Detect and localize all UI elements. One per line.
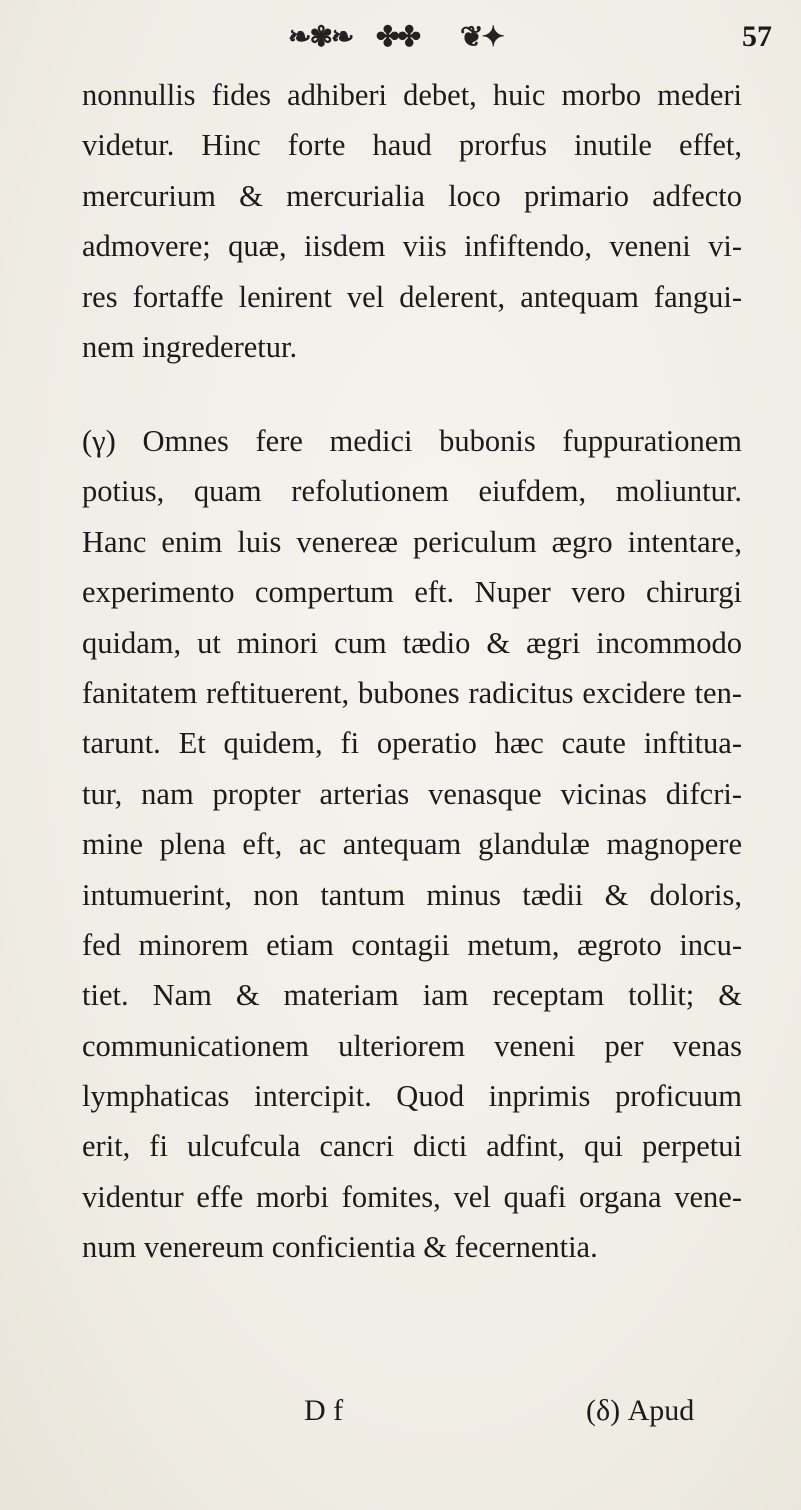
text-line: nonnullis fides adhiberi debet, huic morbo mederi: [82, 78, 742, 112]
text-line: mercurium & mercurialia loco primario adfecto: [82, 178, 742, 213]
catchword: (δ) Apud: [586, 1394, 695, 1427]
text-line: tarunt. Et quidem, fi operatio hæc caute inftitua-: [82, 726, 742, 761]
header-ornament-right: ❦✦: [460, 22, 503, 53]
text-line: tiet. Nam & materiam iam receptam tollit; &: [82, 978, 742, 1013]
text-line: Hanc enim luis venereæ periculum ægro intentare,: [82, 524, 742, 559]
text-line: communicationem ulteriorem veneni per venas: [82, 1028, 742, 1063]
text-line: admovere; quæ, iisdem viis infiftendo, veneni vi-: [82, 229, 742, 264]
text-line: lymphaticas intercipit. Quod inprimis proficuum: [82, 1079, 742, 1114]
text-line: mine plena eft, ac antequam glandulæ magnopere: [82, 827, 742, 862]
header-ornament-left: ❧✾❧: [288, 22, 353, 53]
text-line: res fortaffe lenirent vel delerent, antequam fangui-: [82, 279, 742, 314]
signature-mark: D f: [304, 1394, 344, 1427]
page-number: 57: [742, 20, 772, 53]
text-line: tur, nam propter arterias venasque vicinas difcri-: [82, 776, 742, 811]
text-line: num venereum conficientia & fecernentia.: [82, 1230, 598, 1265]
paragraph-2: [82, 416, 742, 1273]
text-line: fed minorem etiam contagii metum, ægroto incu-: [82, 927, 742, 962]
text-line: videtur. Hinc forte haud prorfus inutile effet,: [82, 128, 742, 163]
text-line: intumuerint, non tantum minus tædii & doloris,: [82, 877, 742, 912]
text-line: videntur effe morbi fomites, vel quafi organa vene-: [82, 1179, 742, 1214]
text-line: fanitatem reftituerent, bubones radicitus excidere ten-: [82, 675, 742, 710]
text-line: erit, fi ulcufcula cancri dicti adfint, qui perpetui: [82, 1129, 742, 1164]
text-line: experimento compertum eft. Nuper vero chirurgi: [82, 575, 742, 610]
header-ornament-center: ✤✤: [376, 22, 419, 53]
paragraph-1: [82, 70, 742, 372]
text-line: nem ingrederetur.: [82, 329, 298, 364]
text-line: (γ) Omnes fere medici bubonis fuppurationem: [82, 424, 742, 458]
text-line: quidam, ut minori cum tædio & ægri incommodo: [82, 625, 742, 660]
page-header: [0, 8, 801, 58]
text-line: potius, quam refolutionem eiufdem, moliuntur.: [82, 474, 742, 509]
page-footer: [0, 1394, 801, 1444]
